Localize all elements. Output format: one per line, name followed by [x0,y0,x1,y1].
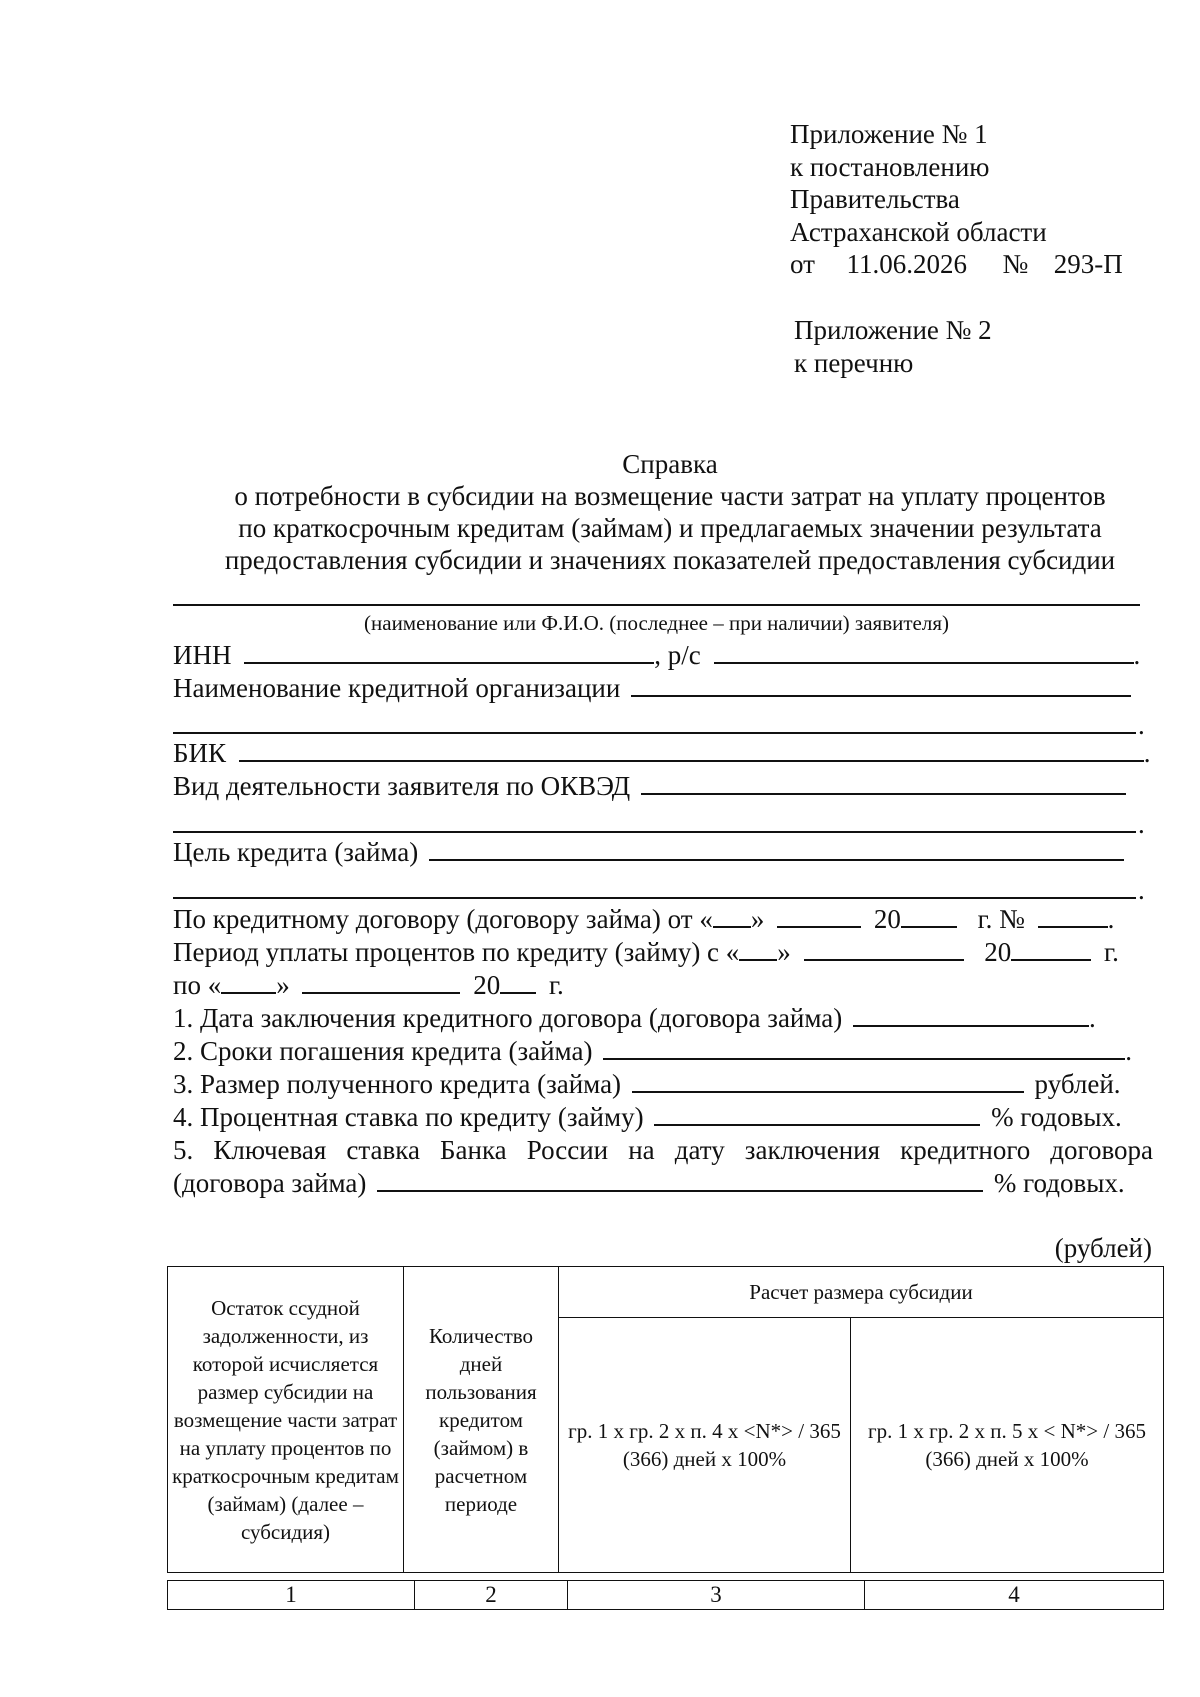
contract-date-field[interactable] [853,1003,1089,1027]
purpose-field[interactable] [429,837,1124,861]
contract-month-field[interactable] [777,904,861,928]
period-row [173,934,1173,970]
period-mark: . [1138,710,1145,740]
col-1-header: Остаток ссудной задолженности, из которой исчисляется размер субсидии на возмещение части затрат на уплату процентов по краткосрочным кредитам (займам) (далее – субсидия) [168,1267,404,1573]
appendix-1-title: Приложение № 1 [790,119,988,149]
okved-label: Вид деятельности заявителя по ОКВЭД [173,771,631,801]
purpose-field-2[interactable] [173,897,1136,899]
bank-name-field-2[interactable] [173,732,1136,734]
item-5-label: 5. Ключевая ставка Банка России на дату заключения кредитного договора [173,1135,1153,1165]
percent-unit: % годовых. [993,1168,1125,1198]
contract-row [173,901,1173,937]
applicant-caption: (наименование или Ф.И.О. (последнее – при наличии) заявителя) [364,611,949,635]
period-mark: . [1138,809,1145,839]
bank-name-field[interactable] [631,673,1131,697]
year-prefix: 20 [473,970,501,1000]
percent-unit: % годовых. [991,1102,1122,1132]
col-2-header: Количество дней пользования кредитом (займом) в расчетном периоде [404,1267,559,1573]
bik-field[interactable] [239,738,1144,762]
period-to-row [173,967,1173,1003]
inn-label: ИНН [173,640,232,670]
resolution-date: 11.06.2026 [846,249,967,279]
item-4-label: 4. Процентная ставка по кредиту (займу) [173,1102,644,1132]
appendix-1-line2: к постановлению [790,151,990,182]
rubles-unit: рублей. [1034,1069,1121,1099]
year-prefix: 20 [984,937,1012,967]
key-rate-field[interactable] [377,1168,983,1192]
period-to-label: по « [173,970,222,1000]
title-line-2: по краткосрочным кредитам (займам) и предлагаемых значении результата [238,513,1102,543]
col-4-header: гр. 1 x гр. 2 x п. 5 x < N*> / 365 (366) дней x 100% [851,1318,1164,1573]
title-heading: Справка [622,449,718,479]
period-to-day-field[interactable] [221,970,276,994]
from-label: от [790,249,815,279]
period-mark: . [1125,1036,1132,1066]
okved-row [173,768,1173,804]
item-4-row [173,1099,1173,1135]
appendix-1-line3: Правительства [790,184,960,214]
appendix-2-line2: к перечню [794,347,914,378]
item-2-row [173,1033,1173,1069]
okved-field-2[interactable] [173,831,1136,833]
inn-row [173,637,1173,673]
purpose-row [173,834,1173,870]
interest-rate-field[interactable] [654,1102,980,1126]
okved-field[interactable] [641,771,1126,795]
subsidy-table [167,1266,1164,1573]
appendix-1-date-line [790,248,1123,281]
calc-header: Расчет размера субсидии [559,1267,1164,1318]
bik-row [173,735,1173,771]
purpose-label: Цель кредита (займа) [173,837,419,867]
period-mark: . [1107,904,1115,934]
column-numbers [167,1580,1164,1610]
bank-name-row [173,670,1173,706]
col-3-header: гр. 1 x гр. 2 x п. 4 x <N*> / 365 (366) дней x 100% [559,1318,851,1573]
contract-label: По кредитному договору (договору займа) от « [173,904,713,934]
item-3-label: 3. Размер полученного кредита (займа) [173,1069,622,1099]
title-line-1: о потребности в субсидии на возмещение части затрат на уплату процентов [234,481,1106,511]
year-prefix: 20 [873,904,901,934]
number-label: № [1002,249,1029,279]
item-3-row [173,1066,1173,1102]
table-unit: (рублей) [1054,1233,1152,1263]
resolution-number: 293-П [1053,249,1123,279]
item-1-label: 1. Дата заключения кредитного договора (договора займа) [173,1003,843,1033]
col-number-3: 3 [568,1581,865,1610]
item-5-row-2 [173,1165,1173,1201]
loan-amount-field[interactable] [632,1069,1024,1093]
account-field[interactable] [714,640,1134,664]
contract-day-field[interactable] [713,904,751,928]
period-mark: . [1143,738,1151,768]
item-1-row [173,1000,1173,1036]
quote-close: » [276,970,290,1000]
account-label: , р/с [654,640,701,670]
item-2-label: 2. Сроки погашения кредита (займа) [173,1036,593,1066]
period-from-month-field[interactable] [804,937,964,961]
item-5-row [173,1132,1153,1168]
appendix-2-title: Приложение № 2 [794,315,992,345]
period-to-year-field[interactable] [500,970,536,994]
appendix-1-block [790,118,1123,281]
contract-number-label: г. № [977,904,1025,934]
period-from-day-field[interactable] [739,937,777,961]
col-number-1: 1 [168,1581,415,1610]
period-from-year-field[interactable] [1011,937,1091,961]
applicant-name-field[interactable] [173,604,1140,606]
appendix-1-line4: Астраханской области [790,216,1047,247]
bik-label: БИК [173,738,227,768]
title-line-3: предоставления субсидии и значениях показателей предоставления субсидии [224,545,1116,575]
period-label: Период уплаты процентов по кредиту (займу) с « [173,937,740,967]
repayment-terms-field[interactable] [603,1036,1125,1060]
period-mark: . [1138,875,1145,905]
period-mark: . [1133,640,1141,670]
document-title [120,448,1200,576]
contract-number-field[interactable] [1038,904,1108,928]
year-suffix: г. [1104,937,1119,967]
item-5-label-2: (договора займа) [173,1168,367,1198]
quote-close: » [777,937,791,967]
appendix-2-block [794,314,992,379]
col-number-4: 4 [865,1581,1164,1610]
year-suffix: г. [548,970,564,1000]
inn-field[interactable] [244,640,654,664]
bank-name-label: Наименование кредитной организации [173,673,621,703]
quote-close: » [750,904,765,934]
period-to-month-field[interactable] [302,970,460,994]
contract-year-field[interactable] [901,904,957,928]
period-mark: . [1089,1003,1096,1033]
col-number-2: 2 [415,1581,568,1610]
